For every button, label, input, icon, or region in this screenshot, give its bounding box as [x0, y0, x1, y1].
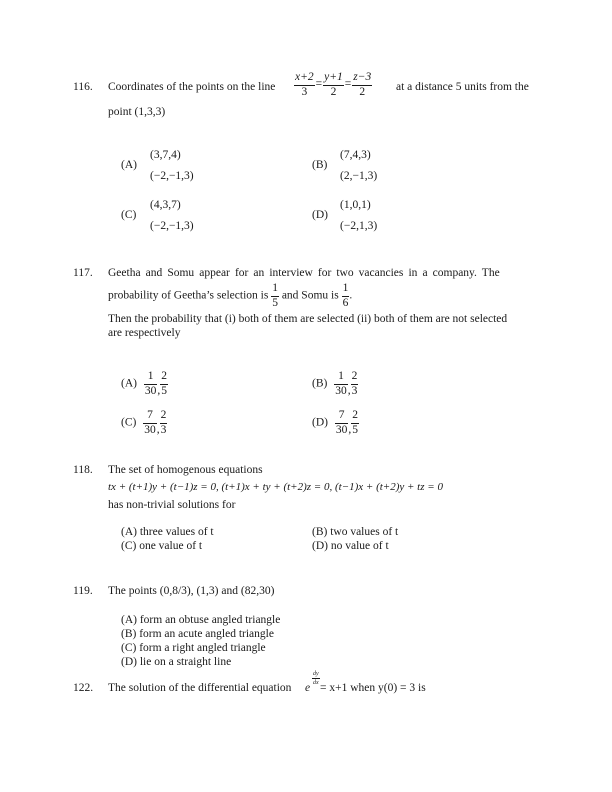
fraction: $\frac{2}{3}$	[160, 409, 167, 436]
question-number: 119.	[73, 585, 93, 597]
option-a: (A) three values of t	[121, 526, 214, 538]
line-equation: $\frac{x+2}{3}$ = $\frac{y+1}{2}$ = $\frac{z-3}{2}$	[295, 71, 372, 98]
option-b: (B) $\frac{1}{30}$ , $\frac{2}{3}$	[312, 370, 358, 397]
option-label-c: (C)	[121, 209, 137, 221]
question-number: 116.	[73, 81, 93, 93]
option-c: (C) $\frac{7}{30}$ , $\frac{2}{3}$	[121, 409, 167, 436]
option-label-a: (A)	[121, 159, 137, 171]
option-d: (D) $\frac{7}{30}$ , $\frac{2}{5}$	[312, 409, 358, 436]
option-label-d: (D)	[312, 209, 328, 221]
option-a: (3,7,4) (−2,−1,3)	[150, 149, 194, 182]
option-c: (C) form a right angled triangle	[121, 642, 266, 654]
fraction: $\frac{7}{30}$	[144, 409, 156, 436]
option-label-b: (B)	[312, 159, 328, 171]
question-stem-line2: point (1,3,3)	[108, 106, 166, 118]
fraction: $\frac{y+1}{2}$	[324, 71, 343, 98]
fraction: $\frac{1}{5}$	[272, 282, 278, 309]
question-stem-continued: at a distance 5 units from the	[396, 81, 529, 93]
question-stem-line3: has non-trivial solutions for	[108, 499, 236, 511]
question-stem-continued: = x+1 when y(0) = 3 is	[320, 682, 426, 694]
fraction: $\frac{2}{3}$	[351, 370, 358, 397]
option-a: (A) form an obtuse angled triangle	[121, 614, 281, 626]
fraction: $\frac{2}{5}$	[352, 409, 358, 436]
question-stem-line4: are respectively	[108, 327, 181, 339]
question-stem: The solution of the differential equation	[108, 682, 292, 694]
fraction: $\frac{x+2}{3}$	[295, 71, 314, 98]
fraction: $\frac{1}{6}$	[342, 282, 349, 309]
option-d: (D) lie on a straight line	[121, 656, 232, 668]
question-stem: The points (0,8/3), (1,3) and (82,30)	[108, 585, 275, 597]
question-number: 122.	[73, 682, 94, 694]
fraction: $\frac{z-3}{2}$	[353, 71, 372, 98]
option-c: (C) one value of t	[121, 540, 203, 552]
question-stem: Coordinates of the points on the line	[108, 81, 276, 93]
question-stem-line2: probability of Geetha’s selection is $\frac{1}{5}$ and Somu is $\frac{1}{6}$ .	[108, 282, 353, 309]
fraction: $\frac{1}{30}$	[144, 370, 157, 397]
option-c: (4,3,7) (−2,−1,3)	[150, 199, 194, 232]
option-b: (B) two values of t	[312, 526, 399, 538]
fraction: $\frac{dy}{dx}$	[313, 671, 319, 686]
question-number: 118.	[73, 464, 93, 476]
option-d: (D) no value of t	[312, 540, 389, 552]
option-d: (1,0,1) (−2,1,3)	[340, 199, 378, 232]
fraction: $\frac{1}{30}$	[335, 370, 347, 397]
equation-system: tx + (t+1)y + (t−1)z = 0, (t+1)x + ty + (t+2)z = 0, (t−1)x + (t+2)y + tz = 0	[108, 481, 443, 493]
option-b: (B) form an acute angled triangle	[121, 628, 274, 640]
option-a: (A) $\frac{1}{30}$ , $\frac{2}{5}$	[121, 370, 167, 397]
option-b: (7,4,3) (2,−1,3)	[340, 149, 378, 182]
question-stem-line3: Then the probability that (i) both of them are selected (ii) both of them are not selected	[108, 313, 508, 325]
fraction: $\frac{2}{5}$	[161, 370, 167, 397]
question-number: 117.	[73, 267, 93, 279]
question-stem: Geetha and Somu appear for an interview for two vacancies in a company. The	[108, 267, 500, 279]
question-stem: The set of homogenous equations	[108, 464, 263, 476]
fraction: $\frac{7}{30}$	[335, 409, 348, 436]
